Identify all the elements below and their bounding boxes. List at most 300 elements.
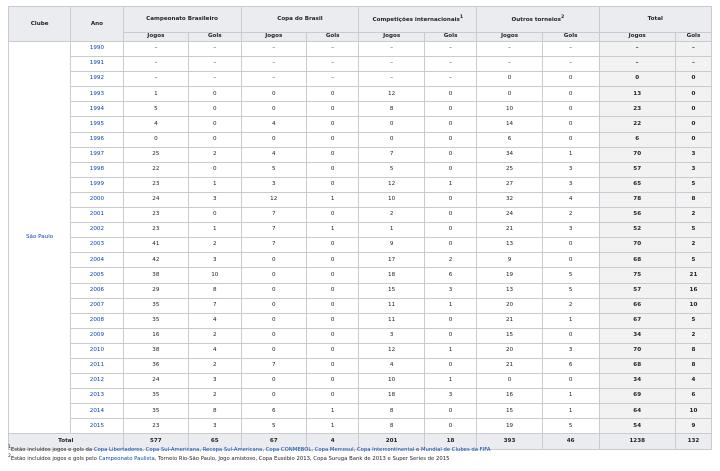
table-row bbox=[9, 253, 712, 268]
jogos-cell: 34 bbox=[599, 374, 675, 389]
jogos-cell: 0 bbox=[241, 343, 306, 358]
footnote-link[interactable]: Campeonato Paulista bbox=[98, 455, 155, 462]
gols-cell: 3 bbox=[542, 177, 599, 192]
table-row bbox=[9, 162, 712, 177]
jogos-cell: – bbox=[123, 72, 188, 87]
year-link[interactable]: 2012 bbox=[89, 377, 105, 384]
header-ano: Ano bbox=[71, 7, 123, 42]
jogos-cell: 23 bbox=[123, 223, 188, 238]
gols-cell: 0 bbox=[306, 117, 358, 132]
jogos-cell: 2 bbox=[359, 208, 424, 223]
jogos-cell: 4 bbox=[123, 117, 188, 132]
jogos-cell: 5 bbox=[123, 102, 188, 117]
gols-cell: 0 bbox=[189, 87, 241, 102]
subheader-jogos: Jogos bbox=[599, 33, 675, 42]
jogos-cell: 3 bbox=[359, 328, 424, 343]
year-cell bbox=[71, 87, 123, 102]
footnote-link[interactable]: Copa Intercontinental bbox=[356, 446, 415, 453]
gols-cell: 2 bbox=[675, 328, 711, 343]
gols-cell: – bbox=[306, 57, 358, 72]
gols-cell: 0 bbox=[542, 253, 599, 268]
gols-cell: 0 bbox=[424, 223, 476, 238]
table-row bbox=[9, 132, 712, 147]
gols-cell: 0 bbox=[424, 404, 476, 419]
jogos-cell: 5 bbox=[359, 162, 424, 177]
gols-cell: 0 bbox=[306, 358, 358, 373]
gols-cell: 2 bbox=[189, 328, 241, 343]
year-link[interactable]: 1996 bbox=[89, 135, 105, 142]
gols-cell: 0 bbox=[675, 102, 711, 117]
jogos-cell: 13 bbox=[477, 283, 542, 298]
table-row bbox=[9, 147, 712, 162]
gols-cell: 0 bbox=[424, 328, 476, 343]
jogos-cell: 3 bbox=[241, 177, 306, 192]
gols-cell: 5 bbox=[675, 177, 711, 192]
table-row bbox=[9, 343, 712, 358]
gols-cell: 8 bbox=[675, 343, 711, 358]
year-cell bbox=[71, 313, 123, 328]
subheader-gols: Gols bbox=[306, 33, 358, 42]
jogos-cell: 69 bbox=[599, 389, 675, 404]
subheader-gols: Gols bbox=[424, 33, 476, 42]
jogos-cell: 15 bbox=[477, 328, 542, 343]
subheader-gols: Gols bbox=[189, 33, 241, 42]
jogos-cell: – bbox=[123, 42, 188, 57]
gols-cell: 5 bbox=[675, 223, 711, 238]
jogos-cell: 4 bbox=[359, 358, 424, 373]
subheader-jogos: Jogos bbox=[477, 33, 542, 42]
jogos-cell: 16 bbox=[123, 328, 188, 343]
jogos-cell: 13 bbox=[599, 87, 675, 102]
table-row bbox=[9, 57, 712, 72]
year-cell bbox=[71, 298, 123, 313]
total-gols-cell: 46 bbox=[542, 434, 599, 449]
year-cell bbox=[71, 208, 123, 223]
club-cell bbox=[9, 42, 71, 434]
jogos-cell: 38 bbox=[123, 343, 188, 358]
header-total: Total bbox=[599, 7, 712, 33]
total-jogos-cell: 201 bbox=[359, 434, 424, 449]
year-cell bbox=[71, 42, 123, 57]
gols-cell: 0 bbox=[189, 132, 241, 147]
gols-cell: 1 bbox=[542, 404, 599, 419]
jogos-cell: 6 bbox=[241, 404, 306, 419]
gols-cell: 1 bbox=[542, 147, 599, 162]
jogos-cell: 0 bbox=[477, 374, 542, 389]
jogos-cell: 18 bbox=[359, 389, 424, 404]
table-row bbox=[9, 102, 712, 117]
gols-cell: 3 bbox=[189, 192, 241, 207]
jogos-cell: 0 bbox=[241, 253, 306, 268]
jogos-cell: 25 bbox=[123, 147, 188, 162]
table-row bbox=[9, 208, 712, 223]
gols-cell: – bbox=[675, 42, 711, 57]
jogos-cell: 19 bbox=[477, 419, 542, 434]
gols-cell: 1 bbox=[306, 404, 358, 419]
table-row bbox=[9, 192, 712, 207]
jogos-cell: 23 bbox=[123, 208, 188, 223]
jogos-cell: 34 bbox=[477, 147, 542, 162]
jogos-cell: 21 bbox=[477, 223, 542, 238]
jogos-cell: 7 bbox=[241, 223, 306, 238]
gols-cell: 1 bbox=[306, 223, 358, 238]
year-link[interactable]: 1993 bbox=[89, 90, 105, 97]
gols-cell: 1 bbox=[424, 298, 476, 313]
jogos-cell: 1 bbox=[359, 223, 424, 238]
jogos-cell: 0 bbox=[241, 389, 306, 404]
gols-cell: 5 bbox=[675, 253, 711, 268]
table-row bbox=[9, 42, 712, 57]
gols-cell: 3 bbox=[675, 162, 711, 177]
gols-cell: 1 bbox=[542, 389, 599, 404]
year-cell bbox=[71, 117, 123, 132]
jogos-cell: – bbox=[359, 57, 424, 72]
gols-cell: – bbox=[675, 57, 711, 72]
jogos-cell: 18 bbox=[359, 268, 424, 283]
jogos-cell: 15 bbox=[359, 283, 424, 298]
gols-cell: 0 bbox=[306, 313, 358, 328]
gols-cell: 0 bbox=[542, 328, 599, 343]
footnote-1: $^1$Estão incluídos jogos e gols da Copa Libertadores, Copa Sul-Americana, Recopa Sul-Americana, Copa CONMEBOL, Copa Mercosul, Copa Intercontinental e Mundial de Clubes da FIFA bbox=[8, 445, 491, 453]
gols-cell: 3 bbox=[189, 374, 241, 389]
footnote-link[interactable]: Copa Libertadores bbox=[93, 446, 143, 453]
gols-cell: 2 bbox=[542, 208, 599, 223]
gols-cell: 0 bbox=[424, 208, 476, 223]
footnote-link[interactable]: Mundial de Clubes da FIFA bbox=[420, 446, 491, 453]
year-link[interactable]: 2005 bbox=[89, 271, 105, 278]
gols-cell: 3 bbox=[424, 283, 476, 298]
year-cell bbox=[71, 192, 123, 207]
jogos-cell: 0 bbox=[123, 132, 188, 147]
gols-cell: 0 bbox=[424, 162, 476, 177]
year-cell bbox=[71, 102, 123, 117]
header-campeonato-brasileiro: Campeonato Brasileiro bbox=[123, 7, 241, 33]
year-link[interactable]: 2007 bbox=[89, 301, 105, 308]
year-cell bbox=[71, 283, 123, 298]
gols-cell: 0 bbox=[542, 117, 599, 132]
gols-cell: 5 bbox=[542, 419, 599, 434]
club-link[interactable]: São Paulo bbox=[25, 233, 54, 240]
year-link[interactable]: 1998 bbox=[89, 166, 105, 172]
table-row bbox=[9, 298, 712, 313]
jogos-cell: 64 bbox=[599, 404, 675, 419]
year-link[interactable]: 2010 bbox=[89, 347, 105, 354]
gols-cell: 1 bbox=[189, 177, 241, 192]
gols-cell: 0 bbox=[424, 419, 476, 434]
gols-cell: 0 bbox=[424, 192, 476, 207]
jogos-cell: 5 bbox=[241, 419, 306, 434]
jogos-cell: 23 bbox=[123, 177, 188, 192]
jogos-cell: 56 bbox=[599, 208, 675, 223]
gols-cell: 0 bbox=[424, 132, 476, 147]
gols-cell: 0 bbox=[675, 87, 711, 102]
jogos-cell: 23 bbox=[123, 419, 188, 434]
gols-cell: 2 bbox=[189, 358, 241, 373]
year-cell bbox=[71, 419, 123, 434]
gols-cell: 2 bbox=[189, 389, 241, 404]
footnote-link[interactable]: Copa CONMEBOL bbox=[265, 446, 312, 453]
gols-cell: 4 bbox=[542, 192, 599, 207]
footnotes bbox=[8, 445, 712, 463]
gols-cell: 3 bbox=[542, 343, 599, 358]
gols-cell: 0 bbox=[542, 374, 599, 389]
gols-cell: 9 bbox=[675, 419, 711, 434]
jogos-cell: 7 bbox=[241, 238, 306, 253]
year-cell bbox=[71, 343, 123, 358]
gols-cell: 0 bbox=[424, 238, 476, 253]
gols-cell: – bbox=[306, 42, 358, 57]
gols-cell: 2 bbox=[542, 298, 599, 313]
year-cell bbox=[71, 238, 123, 253]
gols-cell: 16 bbox=[675, 283, 711, 298]
table-row bbox=[9, 328, 712, 343]
gols-cell: 0 bbox=[542, 102, 599, 117]
year-link[interactable]: 1997 bbox=[89, 150, 105, 157]
year-cell bbox=[71, 404, 123, 419]
jogos-cell: 10 bbox=[477, 102, 542, 117]
gols-cell: 0 bbox=[306, 253, 358, 268]
gols-cell: 0 bbox=[542, 72, 599, 87]
gols-cell: – bbox=[306, 72, 358, 87]
gols-cell: 1 bbox=[424, 343, 476, 358]
gols-cell: 0 bbox=[306, 343, 358, 358]
year-link[interactable]: 1992 bbox=[89, 75, 105, 82]
jogos-cell: 13 bbox=[477, 238, 542, 253]
jogos-cell: 7 bbox=[359, 147, 424, 162]
gols-cell: 0 bbox=[306, 147, 358, 162]
year-link[interactable]: 1999 bbox=[89, 181, 105, 188]
jogos-cell: 36 bbox=[123, 358, 188, 373]
jogos-cell: 23 bbox=[599, 102, 675, 117]
gols-cell: 5 bbox=[675, 313, 711, 328]
gols-cell: 0 bbox=[189, 208, 241, 223]
jogos-cell: 15 bbox=[477, 404, 542, 419]
year-cell bbox=[71, 72, 123, 87]
jogos-cell: – bbox=[123, 57, 188, 72]
jogos-cell: – bbox=[599, 57, 675, 72]
gols-cell: 0 bbox=[424, 102, 476, 117]
footnote-2: $^2$Estão incluídos jogos e gols pelo Campeonato Paulista, Torneio Rio-São Paulo, Jogo amistoso, Copa Eusébio 2013, Copa Suruga Bank de 2013 e Super Series de 2015 bbox=[8, 453, 450, 462]
gols-cell: 0 bbox=[306, 102, 358, 117]
year-cell bbox=[71, 132, 123, 147]
jogos-cell: 8 bbox=[359, 102, 424, 117]
jogos-cell: 57 bbox=[599, 162, 675, 177]
jogos-cell: 32 bbox=[477, 192, 542, 207]
jogos-cell: 24 bbox=[477, 208, 542, 223]
jogos-cell: 11 bbox=[359, 313, 424, 328]
jogos-cell: 8 bbox=[359, 419, 424, 434]
jogos-cell: 14 bbox=[477, 117, 542, 132]
year-link[interactable]: 2006 bbox=[89, 286, 105, 293]
table-row bbox=[9, 404, 712, 419]
gols-cell: 0 bbox=[675, 72, 711, 87]
jogos-cell: 0 bbox=[241, 298, 306, 313]
footnote-link[interactable]: Copa Mercosul bbox=[314, 446, 354, 453]
jogos-cell: 52 bbox=[599, 223, 675, 238]
jogos-cell: 12 bbox=[359, 343, 424, 358]
gols-cell: 21 bbox=[675, 268, 711, 283]
jogos-cell: – bbox=[359, 42, 424, 57]
total-jogos-cell: 67 bbox=[241, 434, 306, 449]
table-row bbox=[9, 358, 712, 373]
year-cell bbox=[71, 389, 123, 404]
year-cell bbox=[71, 162, 123, 177]
gols-cell: 0 bbox=[542, 132, 599, 147]
gols-cell: 0 bbox=[189, 117, 241, 132]
jogos-cell: 9 bbox=[477, 253, 542, 268]
gols-cell: 1 bbox=[424, 374, 476, 389]
year-cell bbox=[71, 328, 123, 343]
table-row bbox=[9, 419, 712, 434]
jogos-cell: – bbox=[599, 42, 675, 57]
gols-cell: 5 bbox=[542, 268, 599, 283]
gols-cell: 3 bbox=[542, 162, 599, 177]
gols-cell: 1 bbox=[306, 192, 358, 207]
gols-cell: – bbox=[542, 42, 599, 57]
year-link[interactable]: 2011 bbox=[89, 362, 105, 369]
year-link[interactable]: 2013 bbox=[89, 392, 105, 399]
year-link[interactable]: 2004 bbox=[89, 256, 105, 263]
subheader-jogos: Jogos bbox=[241, 33, 306, 42]
subheader-jogos: Jogos bbox=[123, 33, 188, 42]
gols-cell: 8 bbox=[189, 404, 241, 419]
jogos-cell: – bbox=[477, 57, 542, 72]
year-link[interactable]: 2009 bbox=[89, 332, 105, 339]
table-row bbox=[9, 87, 712, 102]
jogos-cell: 6 bbox=[477, 132, 542, 147]
gols-cell: 0 bbox=[306, 177, 358, 192]
year-cell bbox=[71, 253, 123, 268]
jogos-cell: 17 bbox=[359, 253, 424, 268]
year-link[interactable]: 2014 bbox=[89, 407, 105, 414]
jogos-cell: 12 bbox=[359, 87, 424, 102]
year-cell bbox=[71, 268, 123, 283]
year-link[interactable]: 1994 bbox=[89, 105, 105, 112]
subheader-gols: Gols bbox=[542, 33, 599, 42]
jogos-cell: 6 bbox=[599, 132, 675, 147]
gols-cell: 0 bbox=[306, 208, 358, 223]
gols-cell: – bbox=[542, 57, 599, 72]
gols-cell: 5 bbox=[542, 283, 599, 298]
table-row bbox=[9, 223, 712, 238]
jogos-cell: 35 bbox=[123, 313, 188, 328]
year-cell bbox=[71, 358, 123, 373]
jogos-cell: – bbox=[241, 57, 306, 72]
header-clube: Clube bbox=[9, 7, 71, 42]
jogos-cell: 35 bbox=[123, 298, 188, 313]
jogos-cell: 54 bbox=[599, 419, 675, 434]
jogos-cell: 11 bbox=[359, 298, 424, 313]
jogos-cell: 0 bbox=[241, 268, 306, 283]
year-cell bbox=[71, 177, 123, 192]
gols-cell: 10 bbox=[675, 404, 711, 419]
jogos-cell: 20 bbox=[477, 343, 542, 358]
jogos-cell: 41 bbox=[123, 238, 188, 253]
table-row bbox=[9, 117, 712, 132]
jogos-cell: 8 bbox=[359, 404, 424, 419]
jogos-cell: 12 bbox=[241, 192, 306, 207]
jogos-cell: 27 bbox=[477, 177, 542, 192]
gols-cell: 10 bbox=[675, 298, 711, 313]
jogos-cell: 7 bbox=[241, 358, 306, 373]
jogos-cell: 75 bbox=[599, 268, 675, 283]
footnote-link[interactable]: Copa Sul-Americana bbox=[145, 446, 200, 453]
jogos-cell: 67 bbox=[599, 313, 675, 328]
jogos-cell: 68 bbox=[599, 358, 675, 373]
gols-cell: 6 bbox=[542, 358, 599, 373]
gols-cell: 2 bbox=[424, 253, 476, 268]
year-link[interactable]: 2001 bbox=[89, 211, 105, 218]
jogos-cell: 12 bbox=[359, 177, 424, 192]
table-row bbox=[9, 374, 712, 389]
year-link[interactable]: 1995 bbox=[89, 120, 105, 127]
jogos-cell: 19 bbox=[477, 268, 542, 283]
table-row bbox=[9, 283, 712, 298]
gols-cell: 0 bbox=[189, 102, 241, 117]
year-link[interactable]: 1991 bbox=[89, 60, 105, 67]
gols-cell: 2 bbox=[675, 238, 711, 253]
gols-cell: 1 bbox=[189, 223, 241, 238]
gols-cell: 0 bbox=[675, 117, 711, 132]
gols-cell: 3 bbox=[675, 147, 711, 162]
year-link[interactable]: 2008 bbox=[89, 316, 105, 323]
jogos-cell: 42 bbox=[123, 253, 188, 268]
gols-cell: 1 bbox=[306, 419, 358, 434]
jogos-cell: 1 bbox=[123, 87, 188, 102]
table-row bbox=[9, 268, 712, 283]
jogos-cell: 25 bbox=[477, 162, 542, 177]
gols-cell: 0 bbox=[675, 132, 711, 147]
year-cell bbox=[71, 374, 123, 389]
year-link[interactable]: 1990 bbox=[89, 45, 105, 52]
table-row bbox=[9, 72, 712, 87]
gols-cell: 0 bbox=[306, 283, 358, 298]
year-link[interactable]: 2000 bbox=[89, 196, 105, 203]
gols-cell: – bbox=[424, 57, 476, 72]
gols-cell: 6 bbox=[675, 389, 711, 404]
jogos-cell: 0 bbox=[241, 328, 306, 343]
year-link[interactable]: 2002 bbox=[89, 226, 105, 233]
jogos-cell: 0 bbox=[241, 374, 306, 389]
total-label: Total bbox=[9, 434, 124, 449]
gols-cell: 3 bbox=[189, 253, 241, 268]
gols-cell: 0 bbox=[424, 87, 476, 102]
gols-cell: 0 bbox=[424, 358, 476, 373]
gols-cell: 8 bbox=[189, 283, 241, 298]
total-jogos-cell: 577 bbox=[123, 434, 188, 449]
jogos-cell: 70 bbox=[599, 147, 675, 162]
jogos-cell: 7 bbox=[241, 208, 306, 223]
jogos-cell: 22 bbox=[123, 162, 188, 177]
gols-cell: 2 bbox=[189, 147, 241, 162]
gols-cell: 10 bbox=[189, 268, 241, 283]
gols-cell: 0 bbox=[306, 374, 358, 389]
gols-cell: 2 bbox=[675, 208, 711, 223]
jogos-cell: 70 bbox=[599, 343, 675, 358]
jogos-cell: 29 bbox=[123, 283, 188, 298]
jogos-cell: 5 bbox=[241, 162, 306, 177]
year-cell bbox=[71, 147, 123, 162]
year-cell bbox=[71, 57, 123, 72]
year-cell bbox=[71, 223, 123, 238]
gols-cell: 2 bbox=[189, 238, 241, 253]
year-link[interactable]: 2003 bbox=[89, 241, 105, 248]
gols-cell: 3 bbox=[424, 389, 476, 404]
footnote-link[interactable]: Recopa Sul-Americana bbox=[202, 446, 263, 453]
gols-cell: 3 bbox=[189, 419, 241, 434]
jogos-cell: 0 bbox=[241, 283, 306, 298]
year-link[interactable]: 2015 bbox=[89, 422, 105, 429]
